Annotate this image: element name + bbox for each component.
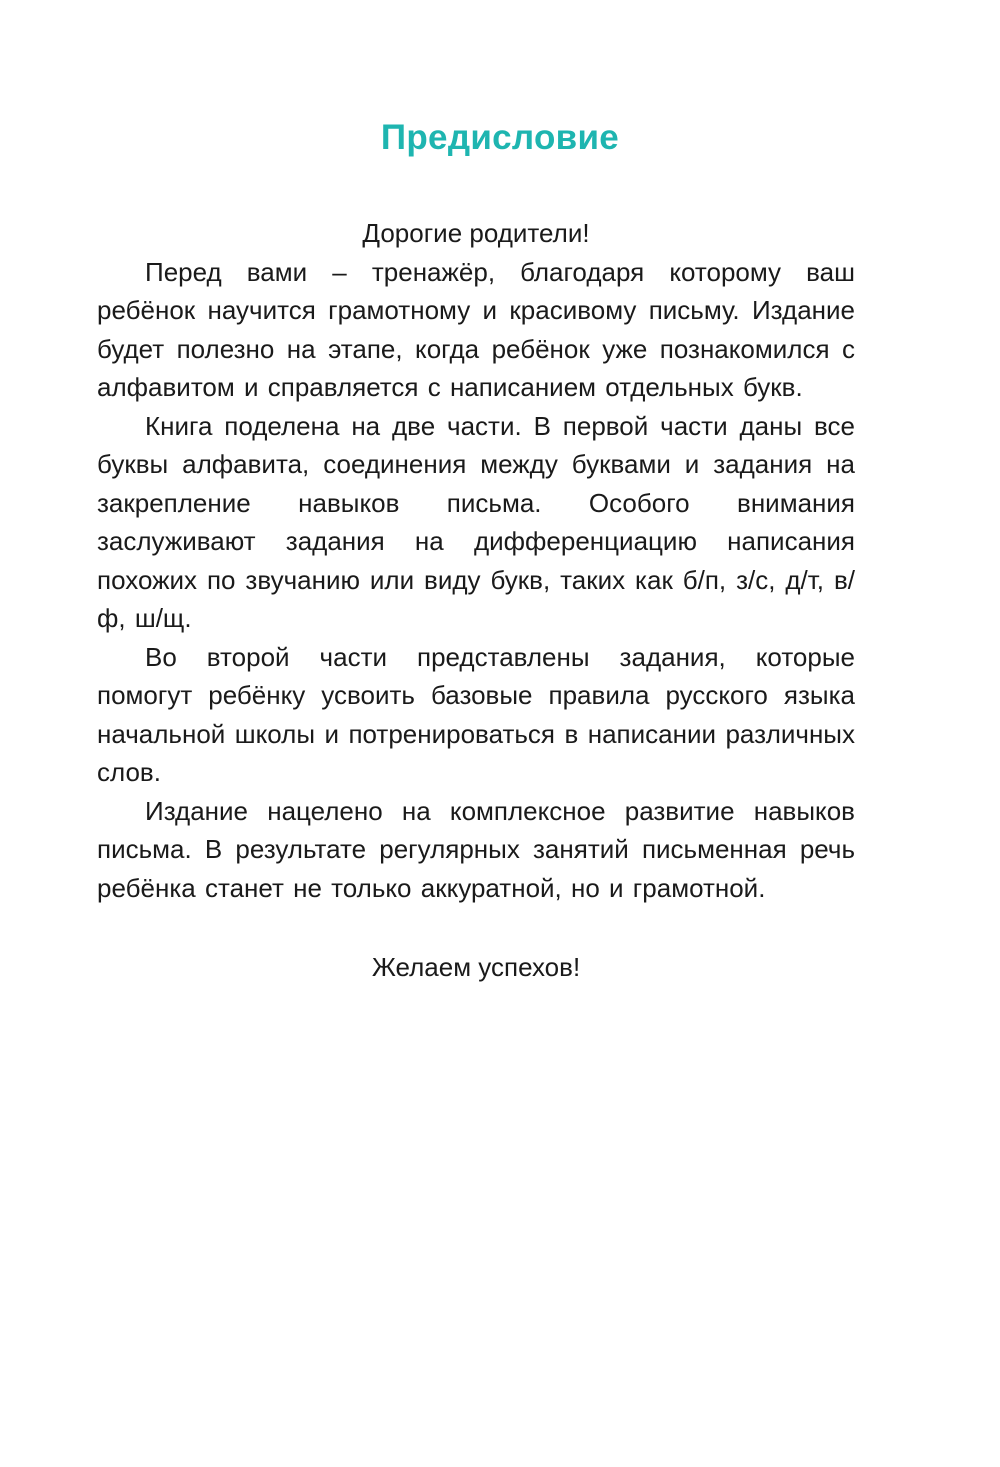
preface-body <box>97 214 855 987</box>
closing-wish: Желаем успехов! <box>371 952 581 982</box>
paragraph-second-part: Во второй части представлены задания, которые помогут ребёнку усвоить базовые правила русского языка начальной школы и потренироваться в написании различных слов. <box>97 641 855 787</box>
paragraph-book-structure: Книга поделена на две части. В первой части даны все буквы алфавита, соединения между буквами и задания на закрепление навыков письма. Особого внимания заслуживают задания на дифференциацию написания похожих по звучанию или виду букв, таких как б/п, з/с, д/т, в/ф, ш/щ. <box>97 410 855 633</box>
paragraph-goal: Издание нацелено на комплексное развитие навыков письма. В результате регулярных занятий письменная речь ребёнка станет не только аккуратной, но и грамотной. <box>97 795 855 903</box>
page-title: Предисловие <box>380 118 620 157</box>
paragraph-intro: Перед вами – тренажёр, благодаря которому ваш ребёнок научится грамотному и красивому письму. Издание будет полезно на этапе, когда ребёнок уже познакомился с алфавитом и справляется с написанием отдельных букв. <box>97 256 855 402</box>
salutation: Дорогие родители! <box>362 218 590 248</box>
